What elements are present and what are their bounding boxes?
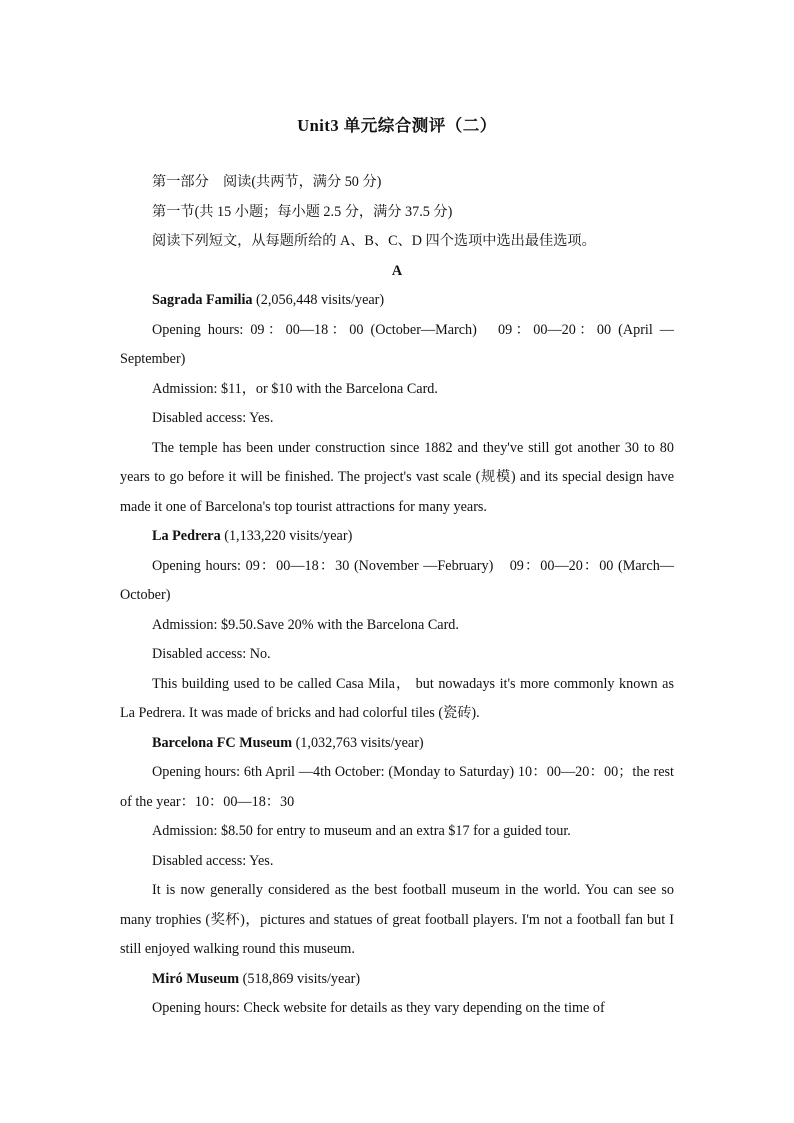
instruction-text: 阅读下列短文，从每题所给的 A、B、C、D 四个选项中选出最佳选项。 — [152, 233, 596, 249]
attraction-description: The temple has been under construction since 1882 and they've still got another 30 to 80 years to go before it will be finished. The project's vast scale (规模) and its special design have made it one of Barcelona's top tourist attractions for many years. — [120, 439, 674, 515]
attraction-disabled-access: Disabled access: No. — [152, 646, 271, 662]
attraction-name: Miró Museum — [152, 970, 240, 987]
attraction-heading — [120, 522, 674, 552]
attraction-heading — [120, 965, 674, 995]
attraction-opening-hours: Opening hours: 09：00—18：00 (October—March) 09：00—20：00 (April — September) — [120, 321, 674, 367]
attraction-name: La Pedrera — [152, 528, 221, 544]
attraction-admission: Admission: $9.50.Save 20% with the Barcelona Card. — [152, 616, 459, 633]
attraction-name: Sagrada Familia — [152, 292, 253, 308]
attraction-opening-hours: Opening hours: 6th April —4th October: (Monday to Saturday) 10：00—20：00；the rest of the year：10：00—18：30 — [120, 764, 674, 810]
attraction-opening-hours: Opening hours: Check website for details as they vary depending on the time of — [152, 1000, 605, 1016]
part-heading: 第一部分 阅读(共两节，满分 50 分) — [152, 174, 382, 190]
attraction-heading — [120, 729, 674, 759]
attraction-admission: Admission: $11，or $10 with the Barcelona Card. — [152, 380, 438, 397]
attraction-disabled-access: Disabled access: Yes. — [152, 410, 274, 426]
attraction-visits: (1,032,763 visits/year) — [292, 734, 424, 751]
attraction-admission: Admission: $8.50 for entry to museum and an extra $17 for a guided tour. — [152, 823, 571, 839]
attraction-description: It is now generally considered as the best football museum in the world. You can see so many trophies (奖杯)，pictures and statues of great football players. I'm not a football fan but I still enjoyed walking round this museum. — [120, 882, 674, 957]
document-content — [120, 112, 674, 1024]
attraction-disabled-access: Disabled access: Yes. — [152, 852, 274, 869]
attraction-visits: (1,133,220 visits/year) — [220, 528, 353, 544]
attraction-visits: (2,056,448 visits/year) — [252, 292, 385, 308]
page-title: Unit3 单元综合测评（二） — [297, 116, 497, 135]
attraction-visits: (518,869 visits/year) — [239, 970, 361, 987]
section-heading: 第一节(共 15 小题；每小题 2.5 分，满分 37.5 分) — [152, 203, 453, 220]
passage-label: A — [391, 262, 403, 279]
attraction-name: Barcelona FC Museum — [152, 734, 293, 751]
attraction-heading — [120, 286, 674, 316]
attraction-description: This building used to be called Casa Mila， but nowadays it's more commonly known as La Pedrera. It was made of bricks and had colorful tiles (瓷砖). — [120, 675, 674, 721]
attraction-opening-hours: Opening hours: 09：00—18：30 (November —February) 09：00—20：00 (March—October) — [120, 557, 674, 603]
